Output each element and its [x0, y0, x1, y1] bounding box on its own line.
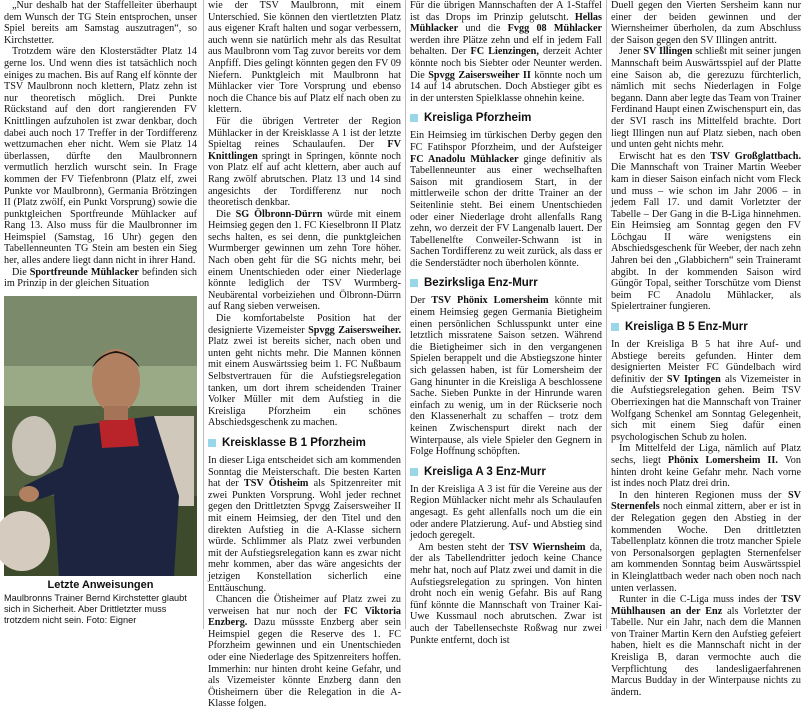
paragraph: Trotzdem wäre den Klosterstädter Platz 14 gerne los. Und wenn dies ist tatsächlich noch einiges zu machen. Bis auf Rang elf könnte der TSV Maulbronn noch klettern, Platz zehn ist nur theoretisch möglich. Drei Punkte Rückstand auf den dort rangierenden FV Knittlingen aufzuholen ist zwar denkbar, doch dabei auch noch 17 Treffer in der Tordifferenz wettzumachen eher nicht. Wem sie Platz 14 überlassen, dürfte den Maulbronnern vermutlich herzlich wurscht sein. In Frage kommen der FV Tiefenbronn (Platz elf, zwei Punkte vor Maulbronn), Germania Brötzingen II (Platz zwölf, ein Punkt Vorsprung) sowie die punktgleichen Sportfreunde Mühlacker auf Rang 13. Also muss für die Maulbronner im Heimspiel (Samstag, 16 Uhr) gegen den Tabellenneunten TG Stein am besten ein Sieg her, alles andere liegt dann nicht in ihrer Hand. — [4, 46, 197, 267]
text: Jener — [619, 46, 641, 58]
photo-illustration — [4, 296, 197, 576]
team-name: SV Iptingen — [666, 373, 721, 385]
paragraph — [611, 490, 801, 594]
paragraph: wie der TSV Maulbronn, mit einem Unterschied. Sie können den viertletzten Platz aus eigener Kraft halten und sogar verbessern, auch wenn sie natürlich mehr als das Resultat aus Maulbronn vom Tag zuvor bereits vor dem Anpfiff. Dies gelingt könnten gegen den FV 09 Niefern. Punktgleich mit Maulbronn hat Mühlacker vier Tore Vorsprung und ebenso noch die Chance bis auf Platz elf nach oben zu klettern. — [208, 0, 401, 116]
section-heading — [410, 465, 602, 479]
text: und die — [465, 23, 501, 35]
text: Die — [12, 266, 27, 278]
team-name: Hellas Mühlacker — [410, 11, 602, 35]
text: schließt mit seiner jungen Mannschaft beim Auswärtsspiel auf der Platte eine Saison ab, die gerezuzu fürchterlich, nämlich mit sechs Niederlagen in Folge begann. Dann aber legte das Team von Trainer Ferdinand Haupt einen Zwischenspurt ein, das der SVI rasch ins Mittelfeld brachte. Dort liegt Illingen nun auf Platz sieben, nach oben und unten geht nichts mehr. — [611, 46, 801, 151]
text: könnte noch um 14 auf 14 abrutschen. Doch Abstieger gibt es in der untersten Spielklasse ohnehin keine. — [410, 69, 603, 104]
text: Von hinten droht keine Gefahr mehr. Nach vorne ist indes noch Platz drei drin. — [611, 454, 801, 490]
section-heading — [611, 320, 801, 334]
text: Chancen die Ötisheimer auf Platz zwei zu verweisen hat nur noch der — [208, 594, 401, 617]
section-heading-label: Kreisliga B 5 Enz-Murr — [625, 321, 748, 334]
paragraph — [208, 209, 401, 313]
section-heading — [208, 436, 401, 450]
paragraph — [4, 267, 197, 290]
team-name: Phönix Lomersheim II. — [667, 454, 778, 466]
team-name: TSV Mühlhausen an der Enz — [611, 594, 801, 617]
paragraph — [410, 130, 602, 269]
text: könnte mit einem Heimsieg gegen Germania Bietigheim einen persönlichen Schlusspunkt unter eine letztlich missratene Saison setzen. Während die Bietigheimer sich in den vergangenen Spielen berappelt und die Abstiegszone hinter sich gelassen haben, ist für Lomersheim der Gang hinunter in die Kreisliga A beschlossene Sache. Sieben Punkte in der Hinrunde waren einfach zu wenig, um in der Rückserie noch den Klassenerhalt zu schaffen – trotz dem keinen Zwischenspurt direkt nach der Winterpause, als viele Spieler den Gegnern in Folge Hoffnung schöpften. — [410, 295, 602, 458]
team-name: SV Illingen — [643, 46, 693, 58]
team-name: TSV Großglattbach. — [710, 150, 801, 162]
paragraph — [410, 542, 602, 646]
text: Im Mittelfeld der Liga, nämlich auf Platz sechs, liegt — [611, 443, 801, 466]
team-name: FC Anadolu Mühlacker — [410, 153, 519, 165]
text: In den hinteren Regionen muss der — [619, 489, 782, 501]
paragraph — [410, 295, 602, 457]
photo-caption-title: Letzte Anweisungen — [47, 578, 154, 591]
text: Der — [410, 295, 426, 307]
text: Für die übrigen Mannschaften der A 1-Staffel ist das Drops im Prinzip gelutscht. — [410, 0, 602, 23]
square-bullet-icon — [410, 468, 418, 476]
paragraph — [410, 0, 602, 104]
paragraph — [611, 46, 801, 150]
team-name: FC Lienzingen, — [470, 46, 539, 58]
team-name: FC Viktoria Enzberg. — [208, 605, 402, 629]
text: als Spitzenreiter mit zwei Punkten Vorsprung. Wohl jeder rechnet gegen den Drittletzten Spvgg Zaisersweiher II mit einem Heimsieg, der den Titel und den direkten Aufstieg in die A-Klasse sichern würde. Schlimmer als Platz zwei verbunden mit der Aufstiegsrelegation kann es zwar nicht mehr kommen, aber das wäre angesichts der jetzigen Konstellation sicherlich eine Enttäuschung. — [208, 478, 402, 594]
text: Die — [216, 208, 231, 220]
column-4 — [606, 0, 801, 698]
text: springt in Springen, könnte noch von Platz elf auf acht klettern, aber auch auf Rang zwölf abrutschen. Platz 13 und 14 sind angesichts der Tordifferenz nur noch theoretisch denkbar. — [208, 150, 401, 209]
text: In dieser Liga entscheidet sich am kommenden Sonntag die Meisterschaft. Die besten Karten hat der — [208, 454, 401, 490]
paragraph — [208, 455, 401, 594]
section-heading — [410, 111, 602, 125]
column-1 — [4, 0, 197, 629]
section-heading-label: Bezirksliga Enz-Murr — [424, 277, 538, 290]
team-name: SG Ölbronn-Dürrn — [235, 208, 323, 220]
paragraph: Duell gegen den Vierten Sersheim kann nur einer der beiden gewinnen und der Wiernsheimer überholen, da zum Abschluss der Saison gegen den SV Illingen antritt. — [611, 0, 801, 46]
text: da, der als Tabellendritter jedoch keine Chance mehr hat, noch auf Platz zwei und damit in die Aufstiegsrelegation zu springen. Von hinten droht noch ein wenig Gefahr. Bis auf Rang fünf könnte die Mannschaft von Trainer Kai-Uwe Kussmaul noch abrutschen. Zwar ist auch der Tabellensechste Roßwag nur zwei Punkte entfernt, doch ist — [410, 541, 603, 646]
text: Erwischt hat es den — [619, 150, 706, 162]
text: befinden sich im Prinzip in der gleichen Situation — [4, 266, 197, 290]
square-bullet-icon — [410, 279, 418, 287]
section-heading-label: Kreisliga Pforzheim — [424, 112, 532, 125]
text: Dazu müssste Enzberg aber sein Heimspiel gegen die Reserve des 1. FC Pforzheim gewinnen und ein Unentschieden oder eine Niederlage des Spitzenreiters hoffen. Immerhin: nur hinten droht keine Gefahr, und als Vizemeister könnte Enzberg dann den Ötisheimern über die Relegation in die A-Klasse folgen. — [208, 617, 401, 710]
square-bullet-icon — [208, 439, 216, 447]
paragraph — [611, 151, 801, 313]
paragraph: In der Kreisliga A 3 ist für die Vereine aus der Region Mühlacker nicht mehr als Schaulaufen angesagt. Es geht allenfalls noch um die ein oder andere Platzierung. Auf- und Abstieg sind jedoch geregelt. — [410, 483, 602, 542]
column-3 — [405, 0, 603, 646]
text: als Vorletzter der Tabelle. Nur ein Jahr, nach dem die Mannen von Trainer Martin Kern den Aufstieg gefeiert haben, hielt es die Mannschaft nicht in der Kreisliga B, daran vermochte auch die Verpflichtung des landesligaerfahrenen Marcus Budday in der Winterpause nichts zu ändern. — [611, 605, 801, 698]
team-name: SV Sternenfels — [611, 489, 801, 513]
paragraph — [208, 594, 401, 710]
text: In der Kreisliga B 5 hat ihre Auf- und Abstiege bereits gefunden. Hinter dem designierten Meister FC Gündelbach wird definitiv der — [611, 339, 801, 385]
paragraph — [611, 594, 801, 698]
photo-caption-text: Maulbronns Trainer Bernd Kirchstetter glaubt sich in Sicherheit. Aber Drittletzter muss trotzdem nicht sein. Foto: Eigner — [4, 593, 187, 626]
text: Die komfortabelste Position hat der designierte Vizemeister — [208, 313, 401, 336]
paragraph — [208, 116, 401, 209]
team-name: TSV Phönix Lomersheim — [431, 295, 549, 307]
text: ginge definitiv als Tabellenneunter aus einer wechselhaften Saison mit grandiosem Start, in der mittlerweile schon der dritte Trainer an der Seitenlinie steht. Bei einem Unentschieden oder einer Niederlage droht allenfalls Rang zehn, wo derzeit der FV Langenalb lauert. Der Tabellenelfte Conweiler-Schwann ist in Sachen Tordifferenz zu weit zurück, als dass er die Senderstädter noch überholen könnte. — [410, 153, 603, 269]
paragraph — [611, 443, 801, 489]
team-name: Spvgg Zaisersweiher. — [308, 324, 401, 336]
square-bullet-icon — [410, 114, 418, 122]
team-name: Sportfreunde Mühlacker — [29, 266, 139, 278]
team-name: Fvgg 08 Mühlacker — [507, 23, 603, 35]
text: Der — [358, 139, 375, 151]
paragraph: „Nur deshalb hat der Staffelleiter überhaupt dem Wunsch der TG Stein entsprochen, unser Spiel bereits am Samstag auszutragen“, so Kirchstetter. — [4, 0, 197, 46]
text: Die Mannschaft von Trainer Martin Weeber kam in dieser Saison einfach nicht vom Fleck und muss – wie schon im Jahr 2006 – in jedem Fall 17. und damit Vorletzter der Tabelle – Der Gang in die B-Liga hinnehmen. Ein Heimsieg am Sonntag gegen den FV Löchgau II wäre wenigstens ein Abschiedsgeschenk für Weeber, der nach zehn Jahren bei den „Glabbichern“ sein Traineramt abgibt. In der kommenden Saison wird Güngör Topal, seither Torschütze vom Dienst beim FC Anadolu Mühlacker, als Spielertrainer fungieren. — [611, 162, 801, 313]
column-2 — [203, 0, 402, 710]
paragraph — [611, 339, 801, 443]
text: derzeit Achter könnte noch bis Siebter oder Neunter werden. Die — [410, 46, 602, 81]
text: würde mit einem Heimsieg gegen den 1. FC Kieselbronn II Platz sechs halten, es sei denn, die punktgleichen Wurmberger gewinnen um zehn Tore höher. Nach oben geht für die SG nichts mehr, bei einem Unentschieden oder einer Niederlage könnte lediglich der TSV Wurmberg-Neubärental vorbeiziehen und Ölbronn-Dürrn auf Rang sieben verweisen. — [208, 208, 402, 313]
text: Platz zwei ist bereits sicher, nach oben und unten geht nichts mehr. Die Mannen können mit einem Auswärtssieg beim 1. FC Nußbaum Selbstvertrauen für die Aufstiegsrelegation tanken, um dort ihrem scheidenden Trainer Volker Müller mit dem Aufstieg in die Kreisliga Pforzheim ein schönes Abschiedsgeschenk zu machen. — [208, 336, 401, 429]
section-heading-label: Kreisliga A 3 Enz-Murr — [424, 465, 546, 478]
text: als Vizemeister in die Aufstiegsrelegation gehen. Beim TSV Oberriexingen hat die Mannschaft von Trainer Wolfgang Schenkel am Sonntag Gelegenheit, sich mit einem Sieg dafür einen psychologischen Schub zu holen. — [611, 373, 801, 443]
section-heading — [410, 276, 602, 290]
text: Runter in die C-Liga muss indes der — [619, 594, 777, 606]
text: werden ihre Plätze zehn und elf in jedem Fall behalten. Der — [410, 34, 602, 58]
text: Für die übrigen Vertreter der Region Mühlacker in der Kreisklasse A 1 ist der letzte Spieltag reines Schaulaufen. — [208, 115, 401, 151]
paragraph — [208, 313, 401, 429]
section-heading-label: Kreisklasse B 1 Pforzheim — [222, 436, 366, 449]
coach-photo — [4, 296, 197, 576]
team-name: TSV Ötisheim — [243, 478, 309, 490]
team-name: Spvgg Zaisersweiher II — [428, 69, 531, 81]
team-name: FV Knittlingen — [208, 139, 401, 162]
text: noch einmal zittern, aber er ist in der Relegation gegen den Abstieg in der kommenden Woche. Den drittletzten Tabellenplatz können die trotz mancher Spiele von Personalsorgen geplagten Sternenfelser am kommenden Sonntag beim Auswärtsspiel in Kleinglattbach weder nach oben noch nach unten verlassen. — [611, 501, 801, 594]
text: Ein Heimsieg im türkischen Derby gegen den FC Fatihspor Pforzheim, und der Aufsteiger — [410, 130, 602, 153]
square-bullet-icon — [611, 323, 619, 331]
text: Am besten steht der — [418, 541, 505, 553]
team-name: TSV Wiernsheim — [508, 541, 586, 553]
